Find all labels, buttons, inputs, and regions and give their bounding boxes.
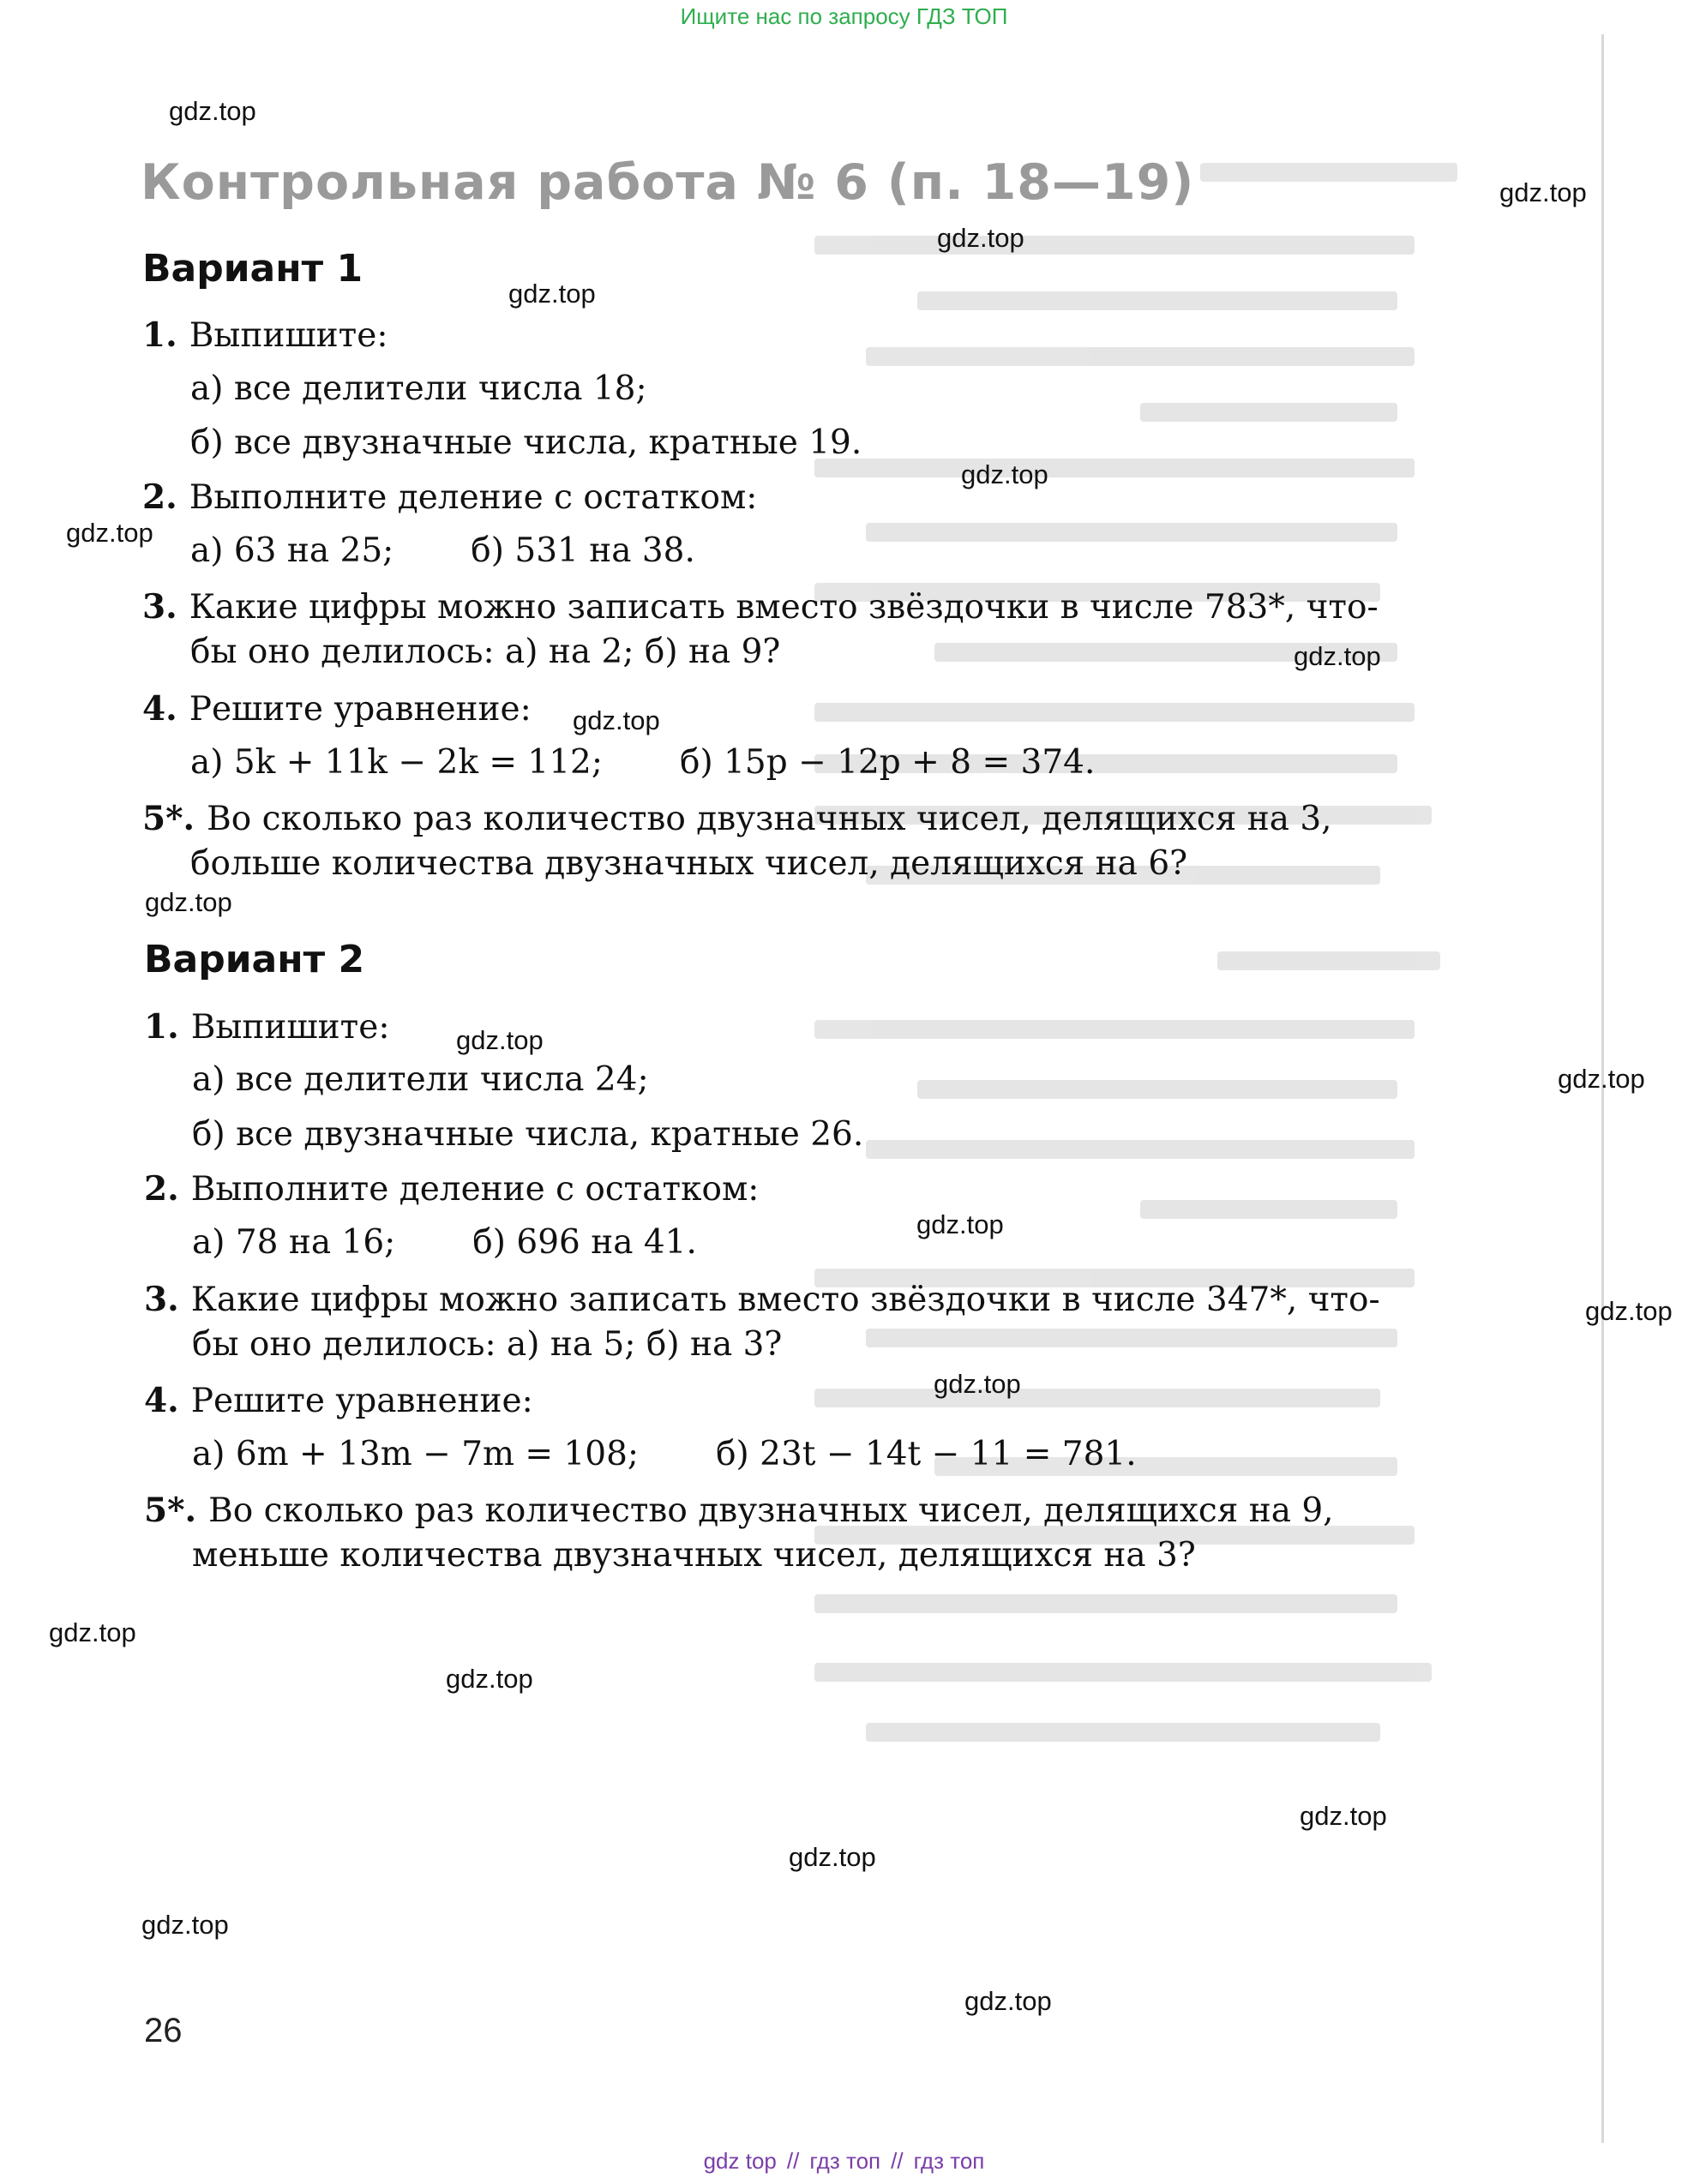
watermark: gdz.top xyxy=(169,96,256,126)
v2-task-2 xyxy=(144,1169,759,1209)
v2-task-1 xyxy=(144,1007,389,1047)
v2-task-4a: а) 6m + 13m − 7m = 108; xyxy=(192,1435,640,1473)
v1-task-1b: б) все двузначные числа, кратные 19. xyxy=(190,423,862,462)
watermark: gdz.top xyxy=(456,1025,544,1055)
v1-task-4a: а) 5k + 11k − 2k = 112; xyxy=(190,743,604,782)
v1-task-4-text: Решите уравнение: xyxy=(189,690,532,729)
v1-task-3 xyxy=(142,587,1379,627)
v1-task-1 xyxy=(142,315,387,355)
v2-task-2-number: 2. xyxy=(144,1169,179,1209)
watermark: gdz.top xyxy=(1294,641,1381,671)
v2-task-4-text: Решите уравнение: xyxy=(190,1382,533,1420)
v2-task-4b: б) 23t − 14t − 11 = 781. xyxy=(716,1435,1137,1473)
top-banner[interactable]: Ищите нас по запросу ГДЗ ТОП xyxy=(680,3,1008,29)
watermark: gdz.top xyxy=(573,705,660,735)
v1-task-2a: а) 63 на 25; xyxy=(190,531,394,570)
v1-task-2-text: Выполните деление с остатком: xyxy=(189,478,758,517)
watermark: gdz.top xyxy=(49,1617,136,1647)
variant-2-heading: Вариант 2 xyxy=(144,938,365,981)
watermark: gdz.top xyxy=(145,887,232,917)
v1-task-5 xyxy=(142,799,1332,838)
watermark: gdz.top xyxy=(66,518,153,548)
bottom-link-gdz-top-ru-2[interactable]: гдз топ xyxy=(913,2148,985,2174)
v1-task-4-answers xyxy=(190,743,1095,782)
v1-task-2 xyxy=(142,477,757,517)
v2-task-2-text: Выполните деление с остатком: xyxy=(190,1170,760,1209)
v2-task-2b: б) 696 на 41. xyxy=(472,1223,697,1262)
v1-task-5-number: 5*. xyxy=(142,799,195,838)
separator: // xyxy=(786,2148,800,2174)
page-number: 26 xyxy=(144,2012,183,2049)
watermark: gdz.top xyxy=(916,1209,1004,1239)
watermark: gdz.top xyxy=(937,223,1024,253)
v1-task-1-text: Выпишите: xyxy=(189,316,388,355)
v1-task-3-number: 3. xyxy=(142,587,177,627)
page-title: Контрольная работа № 6 (п. 18—19) xyxy=(141,154,1195,211)
v2-task-4-number: 4. xyxy=(144,1381,179,1420)
v2-task-1-text: Выпишите: xyxy=(190,1008,390,1047)
v1-task-2b: б) 531 на 38. xyxy=(471,531,695,570)
v2-task-2a: а) 78 на 16; xyxy=(192,1223,396,1262)
v2-task-3-number: 3. xyxy=(144,1280,179,1319)
watermark: gdz.top xyxy=(1300,1801,1387,1831)
v2-task-5-number: 5*. xyxy=(144,1491,197,1530)
v1-task-1a: а) все делители числа 18; xyxy=(190,369,647,408)
watermark: gdz.top xyxy=(1585,1296,1673,1326)
v1-task-4-number: 4. xyxy=(142,689,177,729)
v2-task-3 xyxy=(144,1280,1380,1319)
v2-task-1a: а) все делители числа 24; xyxy=(192,1060,649,1099)
v1-task-2-number: 2. xyxy=(142,477,177,517)
v2-task-5-text: Во сколько раз количество двузначных чисел, делящихся на 9, xyxy=(208,1491,1334,1530)
watermark: gdz.top xyxy=(789,1842,876,1872)
watermark: gdz.top xyxy=(508,279,596,309)
bottom-banner[interactable] xyxy=(0,2148,1688,2175)
separator: // xyxy=(891,2148,904,2174)
watermark: gdz.top xyxy=(446,1664,533,1694)
v2-task-3-text: Какие цифры можно записать вместо звёздочки в числе 347*, что- xyxy=(190,1281,1380,1319)
v1-task-5-text: Во сколько раз количество двузначных чисел, делящихся на 3, xyxy=(207,800,1332,838)
v1-task-4b: б) 15p − 12p + 8 = 374. xyxy=(680,743,1096,782)
v2-task-1b: б) все двузначные числа, кратные 26. xyxy=(192,1115,864,1154)
watermark: gdz.top xyxy=(964,1986,1052,2016)
v2-task-1-number: 1. xyxy=(144,1007,179,1047)
v2-task-4 xyxy=(144,1381,533,1420)
bottom-link-gdz-top[interactable]: gdz top xyxy=(703,2148,777,2174)
v1-task-3-text: Какие цифры можно записать вместо звёздочки в числе 783*, что- xyxy=(189,588,1379,627)
watermark: gdz.top xyxy=(1558,1064,1645,1094)
v2-task-4-answers xyxy=(192,1435,1137,1473)
v1-task-2-answers xyxy=(190,531,695,570)
v2-task-5-cont: меньше количества двузначных чисел, делящихся на 3? xyxy=(192,1536,1196,1575)
v2-task-3-cont: бы оно делилось: а) на 5; б) на 3? xyxy=(192,1325,783,1364)
watermark: gdz.top xyxy=(141,1910,229,1940)
v1-task-3-cont: бы оно делилось: а) на 2; б) на 9? xyxy=(190,633,781,671)
watermark: gdz.top xyxy=(934,1369,1021,1399)
variant-1-heading: Вариант 1 xyxy=(142,247,363,291)
v1-task-5-cont: больше количества двузначных чисел, делящихся на 6? xyxy=(190,844,1188,883)
v2-task-5 xyxy=(144,1491,1334,1530)
watermark: gdz.top xyxy=(1499,177,1587,207)
watermark: gdz.top xyxy=(961,459,1048,489)
bottom-link-gdz-top-ru[interactable]: гдз топ xyxy=(809,2148,881,2174)
v1-task-4 xyxy=(142,689,532,729)
v2-task-2-answers xyxy=(192,1223,697,1262)
v1-task-1-number: 1. xyxy=(142,315,177,355)
